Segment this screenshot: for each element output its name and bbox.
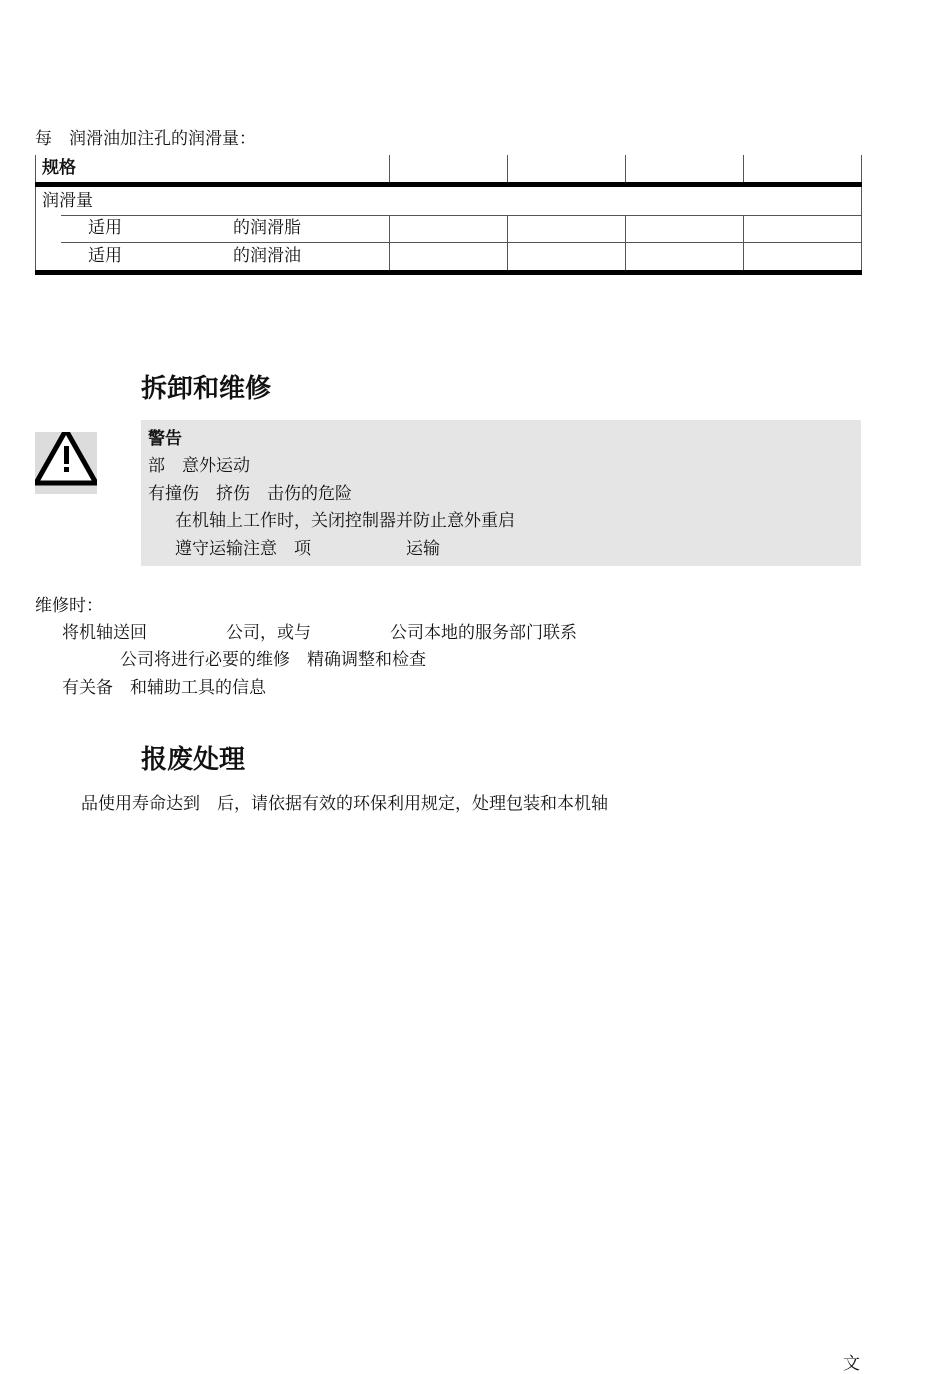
table-header-spec: 规格 <box>42 158 76 178</box>
maintenance-text: 有关备 和辅助工具的信息 <box>62 678 266 698</box>
table-col-line <box>389 155 390 185</box>
table-col-line <box>507 155 508 185</box>
warning-line: 有撞伤 挤伤 击伤的危险 <box>148 484 352 504</box>
footer-language: 文 <box>843 1354 860 1374</box>
maintenance-label: 维修时： <box>35 596 103 616</box>
disposal-text: 品使用寿命达到 后，请依据有效的环保利用规定，处理包装和本机轴 <box>81 794 608 814</box>
warning-icon-panel <box>35 432 97 494</box>
table-col-line <box>507 215 508 273</box>
warning-bullet: 遵守运输注意 项 <box>175 539 311 559</box>
table-divider <box>61 215 862 216</box>
table-col-line <box>743 215 744 273</box>
section-title-dismantle: 拆卸和维修 <box>141 374 272 404</box>
warning-heading: 警告 <box>148 429 182 449</box>
warning-triangle-icon <box>35 432 97 494</box>
warning-bullet: 在机轴上工作时，关闭控制器并防止意外重启 <box>175 511 515 531</box>
maintenance-text: 公司，或与 <box>226 623 311 643</box>
warning-box <box>141 420 861 566</box>
table-row-label: 的润滑脂 <box>233 218 301 238</box>
warning-line: 部 意外运动 <box>148 456 250 476</box>
table-col-line <box>389 215 390 273</box>
table-rule <box>35 270 862 275</box>
table-col-line <box>625 215 626 273</box>
table-rule <box>35 182 862 187</box>
maintenance-text: 公司本地的服务部门联系 <box>390 623 577 643</box>
table-col-line <box>625 155 626 185</box>
intro-text: 每 润滑油加注孔的润滑量： <box>35 129 256 149</box>
maintenance-text: 将机轴送回 <box>62 623 147 643</box>
table-col-line <box>743 155 744 185</box>
section-title-disposal: 报废处理 <box>141 745 246 775</box>
table-col-line <box>35 155 36 275</box>
warning-bullet-tail: 运输 <box>406 539 440 559</box>
table-row-prefix: 适用 <box>88 218 122 238</box>
lubrication-table <box>35 155 862 277</box>
table-row-prefix: 适用 <box>88 246 122 266</box>
table-divider <box>61 242 862 243</box>
table-row-label: 的润滑油 <box>233 246 301 266</box>
maintenance-text: 公司将进行必要的维修 精确调整和检查 <box>120 650 426 670</box>
table-group-label: 润滑量 <box>42 191 93 211</box>
